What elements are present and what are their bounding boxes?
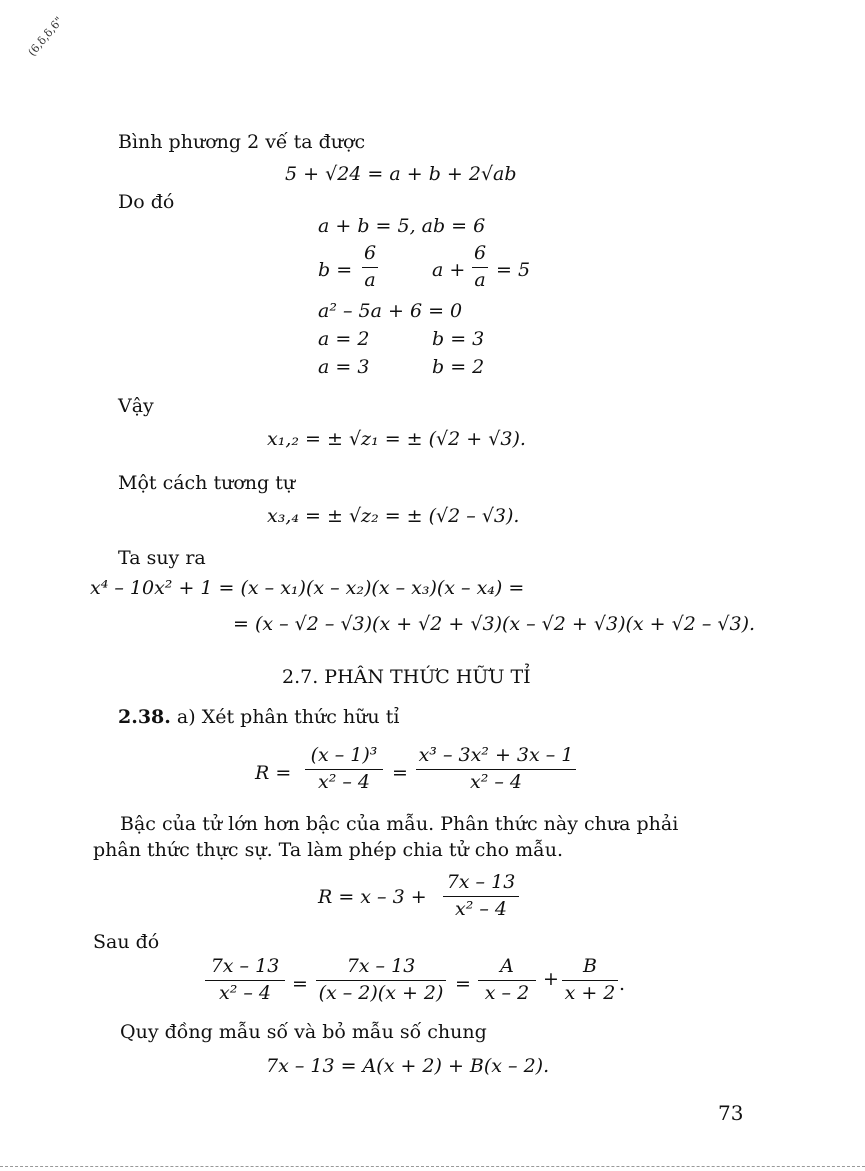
numerator: A (500, 955, 514, 977)
denominator: x² – 4 (455, 897, 507, 920)
fraction (205, 956, 285, 1005)
denominator: a (474, 268, 486, 291)
fraction (305, 745, 383, 794)
numerator: x³ – 3x² + 3x – 1 (418, 744, 574, 766)
fraction (416, 745, 576, 794)
equation-part: . (619, 973, 626, 995)
equation: = (x – √2 – √3)(x + √2 + √3)(x – √2 + √3)(x + √2 – √3). (233, 613, 756, 635)
denominator: x² – 4 (470, 770, 522, 793)
problem-line (118, 708, 399, 727)
numerator: (x – 1)³ (310, 744, 378, 766)
denominator: (x – 2)(x + 2) (318, 981, 444, 1004)
text-line: Do đó (118, 191, 175, 213)
page-number: 73 (718, 1101, 744, 1125)
corner-mark: (6,δ,δ,6" (25, 14, 66, 59)
paragraph-line: phân thức thực sự. Ta làm phép chia tử cho mẫu. (93, 839, 564, 861)
equation: x₁,₂ = ± √z₁ = ± (√2 + √3). (267, 428, 526, 450)
denominator: x² – 4 (219, 981, 271, 1004)
numerator: 6 (363, 242, 377, 264)
denominator: a (364, 268, 376, 291)
equation-part: R = x – 3 + (318, 886, 427, 908)
equation-part: R = (255, 762, 292, 784)
numerator: 7x – 13 (210, 955, 280, 977)
equation: x₃,₄ = ± √z₂ = ± (√2 – √3). (267, 505, 520, 527)
equation: a² – 5a + 6 = 0 (318, 300, 463, 322)
equation: a = 3 (318, 356, 370, 378)
equation: a = 2 (318, 328, 370, 350)
equation: x⁴ – 10x² + 1 = (x – x₁)(x – x₂)(x – x₃)(x – x₄) = (90, 577, 525, 599)
equation-part: = 5 (496, 259, 531, 281)
text-line: Vậy (118, 395, 154, 417)
text-line: Sau đó (93, 931, 160, 953)
equation: b = 3 (432, 328, 485, 350)
equation-part: = (292, 973, 308, 995)
denominator: x – 2 (484, 981, 530, 1004)
page-edge (0, 1166, 865, 1167)
numerator: 7x – 13 (346, 955, 416, 977)
fraction (316, 956, 446, 1005)
numerator: B (583, 955, 597, 977)
denominator: x² – 4 (318, 770, 370, 793)
equation: b = 2 (432, 356, 485, 378)
fraction (478, 956, 536, 1005)
fraction (472, 243, 488, 292)
problem-text: a) Xét phân thức hữu tỉ (170, 706, 400, 728)
text-line: Ta suy ra (118, 547, 206, 569)
text-line: Quy đồng mẫu số và bỏ mẫu số chung (120, 1021, 487, 1043)
equation: 7x – 13 = A(x + 2) + B(x – 2). (266, 1055, 550, 1077)
text-line: Một cách tương tự (118, 472, 296, 494)
fraction (362, 243, 378, 292)
section-heading: 2.7. PHÂN THỨC HỮU TỈ (282, 666, 531, 688)
fraction (562, 956, 618, 1005)
equation-part: a + (432, 259, 466, 281)
denominator: x + 2 (564, 981, 616, 1004)
numerator: 6 (473, 242, 487, 264)
equation-part: b = (318, 259, 353, 281)
fraction (443, 872, 519, 921)
numerator: 7x – 13 (446, 871, 516, 893)
equation-part: = (455, 973, 471, 995)
equation-part: + (543, 968, 559, 990)
text-line: Bình phương 2 vế ta được (118, 131, 366, 153)
equation: 5 + √24 = a + b + 2√ab (285, 163, 517, 185)
paragraph-line: Bậc của tử lớn hơn bậc của mẫu. Phân thức này chưa phải (120, 813, 679, 835)
equation-part: = (392, 762, 408, 784)
problem-number: 2.38. (118, 706, 171, 728)
equation: a + b = 5, ab = 6 (318, 215, 486, 237)
